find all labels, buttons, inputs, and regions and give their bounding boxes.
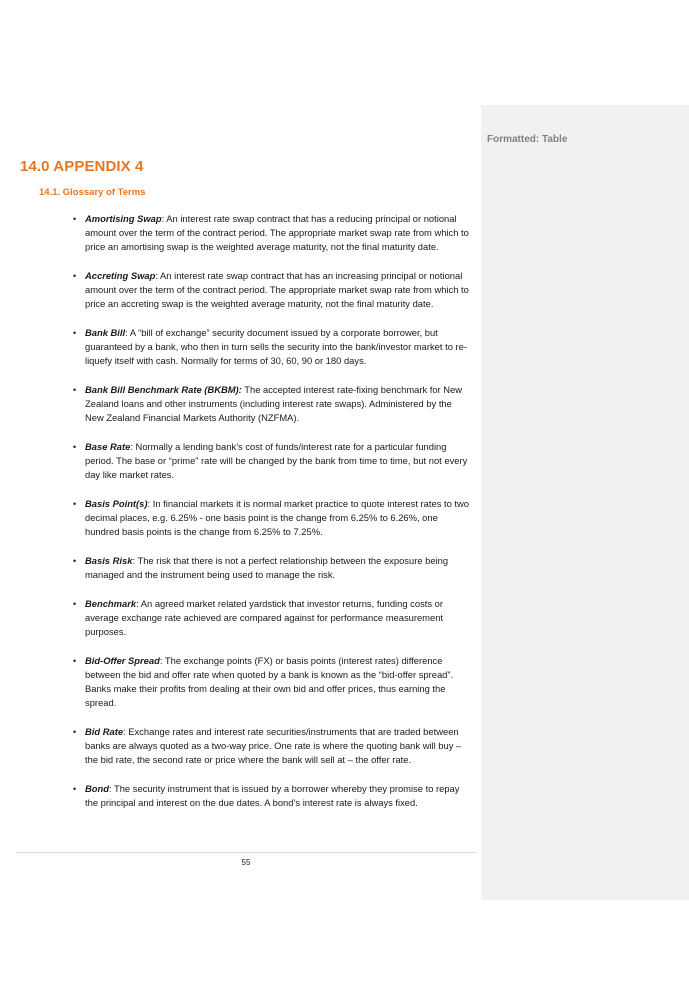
bullet-icon: • (73, 556, 77, 566)
bullet-icon: • (73, 271, 77, 281)
bullet-icon: • (73, 784, 77, 794)
glossary-term: Bid Rate (85, 726, 124, 737)
glossary-term: Basis Point(s) (85, 498, 148, 509)
bullet-icon: • (73, 499, 77, 509)
glossary-definition: : An interest rate swap contract that has an increasing principal or notional amount over the term of the contract period. The appropriate market swap rate from which to price an accreting swap is the weighted average maturity, not the final maturity date. (85, 270, 469, 309)
glossary-term: Basis Risk (85, 555, 133, 566)
glossary-item-bid-rate (73, 725, 473, 767)
glossary-term: Benchmark (85, 598, 137, 609)
glossary-term: Base Rate (85, 441, 131, 452)
glossary-item-benchmark (73, 597, 473, 639)
glossary-definition: : An agreed market related yardstick that investor returns, funding costs or average exchange rate achieved are compared against for performance measurement purposes. (85, 598, 444, 637)
glossary-definition: : The exchange points (FX) or basis points (interest rates) difference between the bid and offer rate when quoted by a bank is known as the “bid-offer spread”. Banks make their profits from dealing at their own bid and offer prices, thus earning the spread. (85, 655, 454, 708)
comment-pane (481, 105, 689, 900)
footer-divider (16, 852, 476, 853)
glossary-definition: : A “bill of exchange” security document issued by a corporate borrower, but guaranteed by a bank, who then in turn sells the security into the bank/investor market to re-liquefy itself with cash. Normally for terms of 30, 60, 90 or 180 days. (85, 327, 467, 366)
glossary-item-basis-risk (73, 554, 473, 582)
glossary-item-basis-points (73, 497, 473, 539)
glossary-term: Accreting Swap (85, 270, 156, 281)
bullet-icon: • (73, 599, 77, 609)
appendix-title: 14.0 APPENDIX 4 (20, 158, 144, 175)
bullet-icon: • (73, 727, 77, 737)
glossary-term: Amortising Swap (85, 213, 162, 224)
comment-pane-label: Formatted: Table (487, 134, 568, 145)
bullet-icon: • (73, 328, 77, 338)
bullet-icon: • (73, 442, 77, 452)
bullet-icon: • (73, 214, 77, 224)
glossary-definition: : An interest rate swap contract that has a reducing principal or notional amount over the term of the contract period. The appropriate market swap rate from which to price an amortising swap is the weighted average maturity, not the final maturity date. (85, 213, 469, 252)
glossary-item-bond (73, 782, 473, 810)
page-number: 55 (241, 858, 251, 867)
bullet-icon: • (73, 385, 77, 395)
glossary-item-amortising-swap (73, 212, 473, 254)
glossary-item-bank-bill (73, 326, 473, 368)
glossary-item-accreting-swap (73, 269, 473, 311)
glossary-list (73, 212, 473, 810)
glossary-term: Bid-Offer Spread (85, 655, 160, 666)
glossary-definition: : The security instrument that is issued by a borrower whereby they promise to repay the principal and interest on the due dates. A bond’s interest rate is always fixed. (85, 783, 460, 808)
glossary-definition: : Exchange rates and interest rate securities/instruments that are traded between banks are always quoted as a two-way price. One rate is where the quoting bank will buy – the bid rate, the second rate or price where the bank will sell at – the offer rate. (85, 726, 462, 765)
glossary-definition: : Normally a lending bank’s cost of funds/interest rate for a particular funding period. The base or “prime” rate will be changed by the bank from time to time, but not every day like market rates. (85, 441, 468, 480)
glossary-heading: 14.1. Glossary of Terms (39, 187, 146, 198)
bullet-icon: • (73, 656, 77, 666)
glossary-term: Bond (85, 783, 109, 794)
glossary-item-bkbm (73, 383, 473, 425)
glossary-definition: : The risk that there is not a perfect relationship between the exposure being managed and the instrument being used to manage the risk. (85, 555, 449, 580)
glossary-definition: The accepted interest rate-fixing benchmark for New Zealand loans and other instruments (including interest rate swaps). Administered by the New Zealand Financial Markets Authority (NZFMA). (85, 384, 463, 423)
glossary-term: Bank Bill Benchmark Rate (BKBM): (85, 384, 242, 395)
glossary-item-base-rate (73, 440, 473, 482)
glossary-item-bid-offer-spread (73, 654, 473, 710)
glossary-term: Bank Bill (85, 327, 126, 338)
glossary-definition: : In financial markets it is normal market practice to quote interest rates to two decimal places, e.g. 6.25% - one basis point is the change from 6.25% to 6.26%, one hundred basis points is the change from 6.25% to 7.25%. (85, 498, 470, 537)
